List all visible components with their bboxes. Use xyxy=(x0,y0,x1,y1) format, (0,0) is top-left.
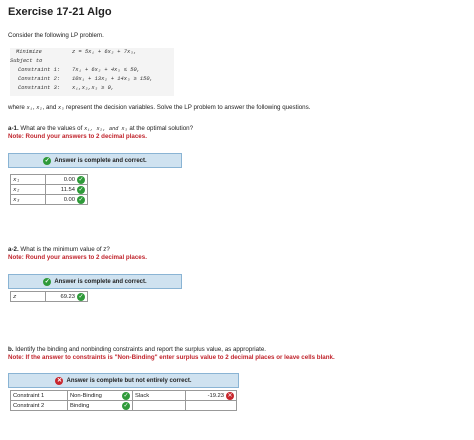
table-row xyxy=(11,175,88,185)
a1-question: a-1. What are the values of x₁, x₂, and x₃ at the optimal solution? xyxy=(8,125,194,132)
b-answer-table xyxy=(10,390,237,411)
intro-text: Consider the following LP problem. xyxy=(8,32,104,39)
b-question: b. Identify the binding and nonbinding constraints and report the surplus value, as appropriate. xyxy=(8,346,266,353)
status-value: Binding xyxy=(70,402,90,409)
check-icon: ✓ xyxy=(78,186,84,193)
constraint-1-label: Constraint 1: xyxy=(18,67,61,73)
table-row xyxy=(11,391,237,401)
answer-value: 0.00 xyxy=(63,176,75,183)
check-icon: ✓ xyxy=(123,402,129,409)
answer-cell[interactable] xyxy=(46,175,88,185)
answer-cell[interactable] xyxy=(46,292,88,302)
measure-cell[interactable] xyxy=(133,391,186,401)
table-row xyxy=(11,195,88,205)
check-icon: ✓ xyxy=(78,196,84,203)
constraint-label: Constraint 1 xyxy=(11,391,68,401)
constraint-label: Constraint 2 xyxy=(11,401,68,411)
answer-value: 11.54 xyxy=(60,186,75,193)
table-row xyxy=(11,185,88,195)
table-row xyxy=(11,401,237,411)
value-cell[interactable] xyxy=(186,401,237,411)
b-note: Note: If the answer to constraints is "Non-Binding" enter surplus value to 2 decimal places or leave cells blank. xyxy=(8,354,335,361)
x-icon: ✕ xyxy=(227,392,233,399)
a2-answer-table xyxy=(10,291,88,302)
constraint-3-label: Constraint 3: xyxy=(18,85,61,91)
check-icon: ✓ xyxy=(78,293,84,300)
answer-value: 0.00 xyxy=(63,196,75,203)
check-icon: ✓ xyxy=(123,392,129,399)
check-icon: ✓ xyxy=(44,157,50,164)
where-text: where x₁, x₂, and x₃ represent the decision variables. Solve the LP problem to answer the following questions. xyxy=(8,104,311,111)
surplus-value: -19.23 xyxy=(207,392,224,399)
a2-question: a-2. What is the minimum value of z? xyxy=(8,246,110,253)
var-label: x₁ xyxy=(11,175,46,185)
check-icon: ✓ xyxy=(78,176,84,183)
status-value: Non-Binding xyxy=(70,392,102,399)
b-banner: ✕ Answer is complete but not entirely correct. xyxy=(8,373,239,388)
objective-function: z = 5x₁ + 6x₂ + 7x₃, xyxy=(72,49,137,55)
answer-cell[interactable] xyxy=(46,185,88,195)
var-label: z xyxy=(11,292,46,302)
subject-to-label: Subject to xyxy=(10,58,43,64)
table-row xyxy=(11,292,88,302)
x-icon: ✕ xyxy=(56,377,62,384)
var-label: x₃ xyxy=(11,195,46,205)
page-title: Exercise 17-21 Algo xyxy=(8,6,112,18)
measure-cell[interactable] xyxy=(133,401,186,411)
check-icon: ✓ xyxy=(44,278,50,285)
a2-note: Note: Round your answers to 2 decimal places. xyxy=(8,254,147,261)
answer-value: 69.23 xyxy=(60,293,75,300)
constraint-1-expr: 7x₁ + 6x₂ + 4x₃ ≤ 50, xyxy=(72,67,140,73)
value-cell[interactable] xyxy=(186,391,237,401)
constraint-2-expr: 10x₁ + 13x₂ + 14x₃ ≥ 150, xyxy=(72,76,153,82)
var-label: x₂ xyxy=(11,185,46,195)
a1-banner: ✓ Answer is complete and correct. xyxy=(8,153,182,168)
minimize-label: Minimize xyxy=(16,49,42,55)
a1-answer-table xyxy=(10,174,88,205)
a1-note: Note: Round your answers to 2 decimal places. xyxy=(8,133,147,140)
lp-formulation xyxy=(10,48,174,96)
answer-cell[interactable] xyxy=(46,195,88,205)
a2-banner: ✓ Answer is complete and correct. xyxy=(8,274,182,289)
status-cell[interactable] xyxy=(68,391,133,401)
measure-value: Slack xyxy=(135,392,150,399)
constraint-2-label: Constraint 2: xyxy=(18,76,61,82)
constraint-3-expr: x₁,x₂,x₃ ≥ 0, xyxy=(72,85,115,91)
status-cell[interactable] xyxy=(68,401,133,411)
